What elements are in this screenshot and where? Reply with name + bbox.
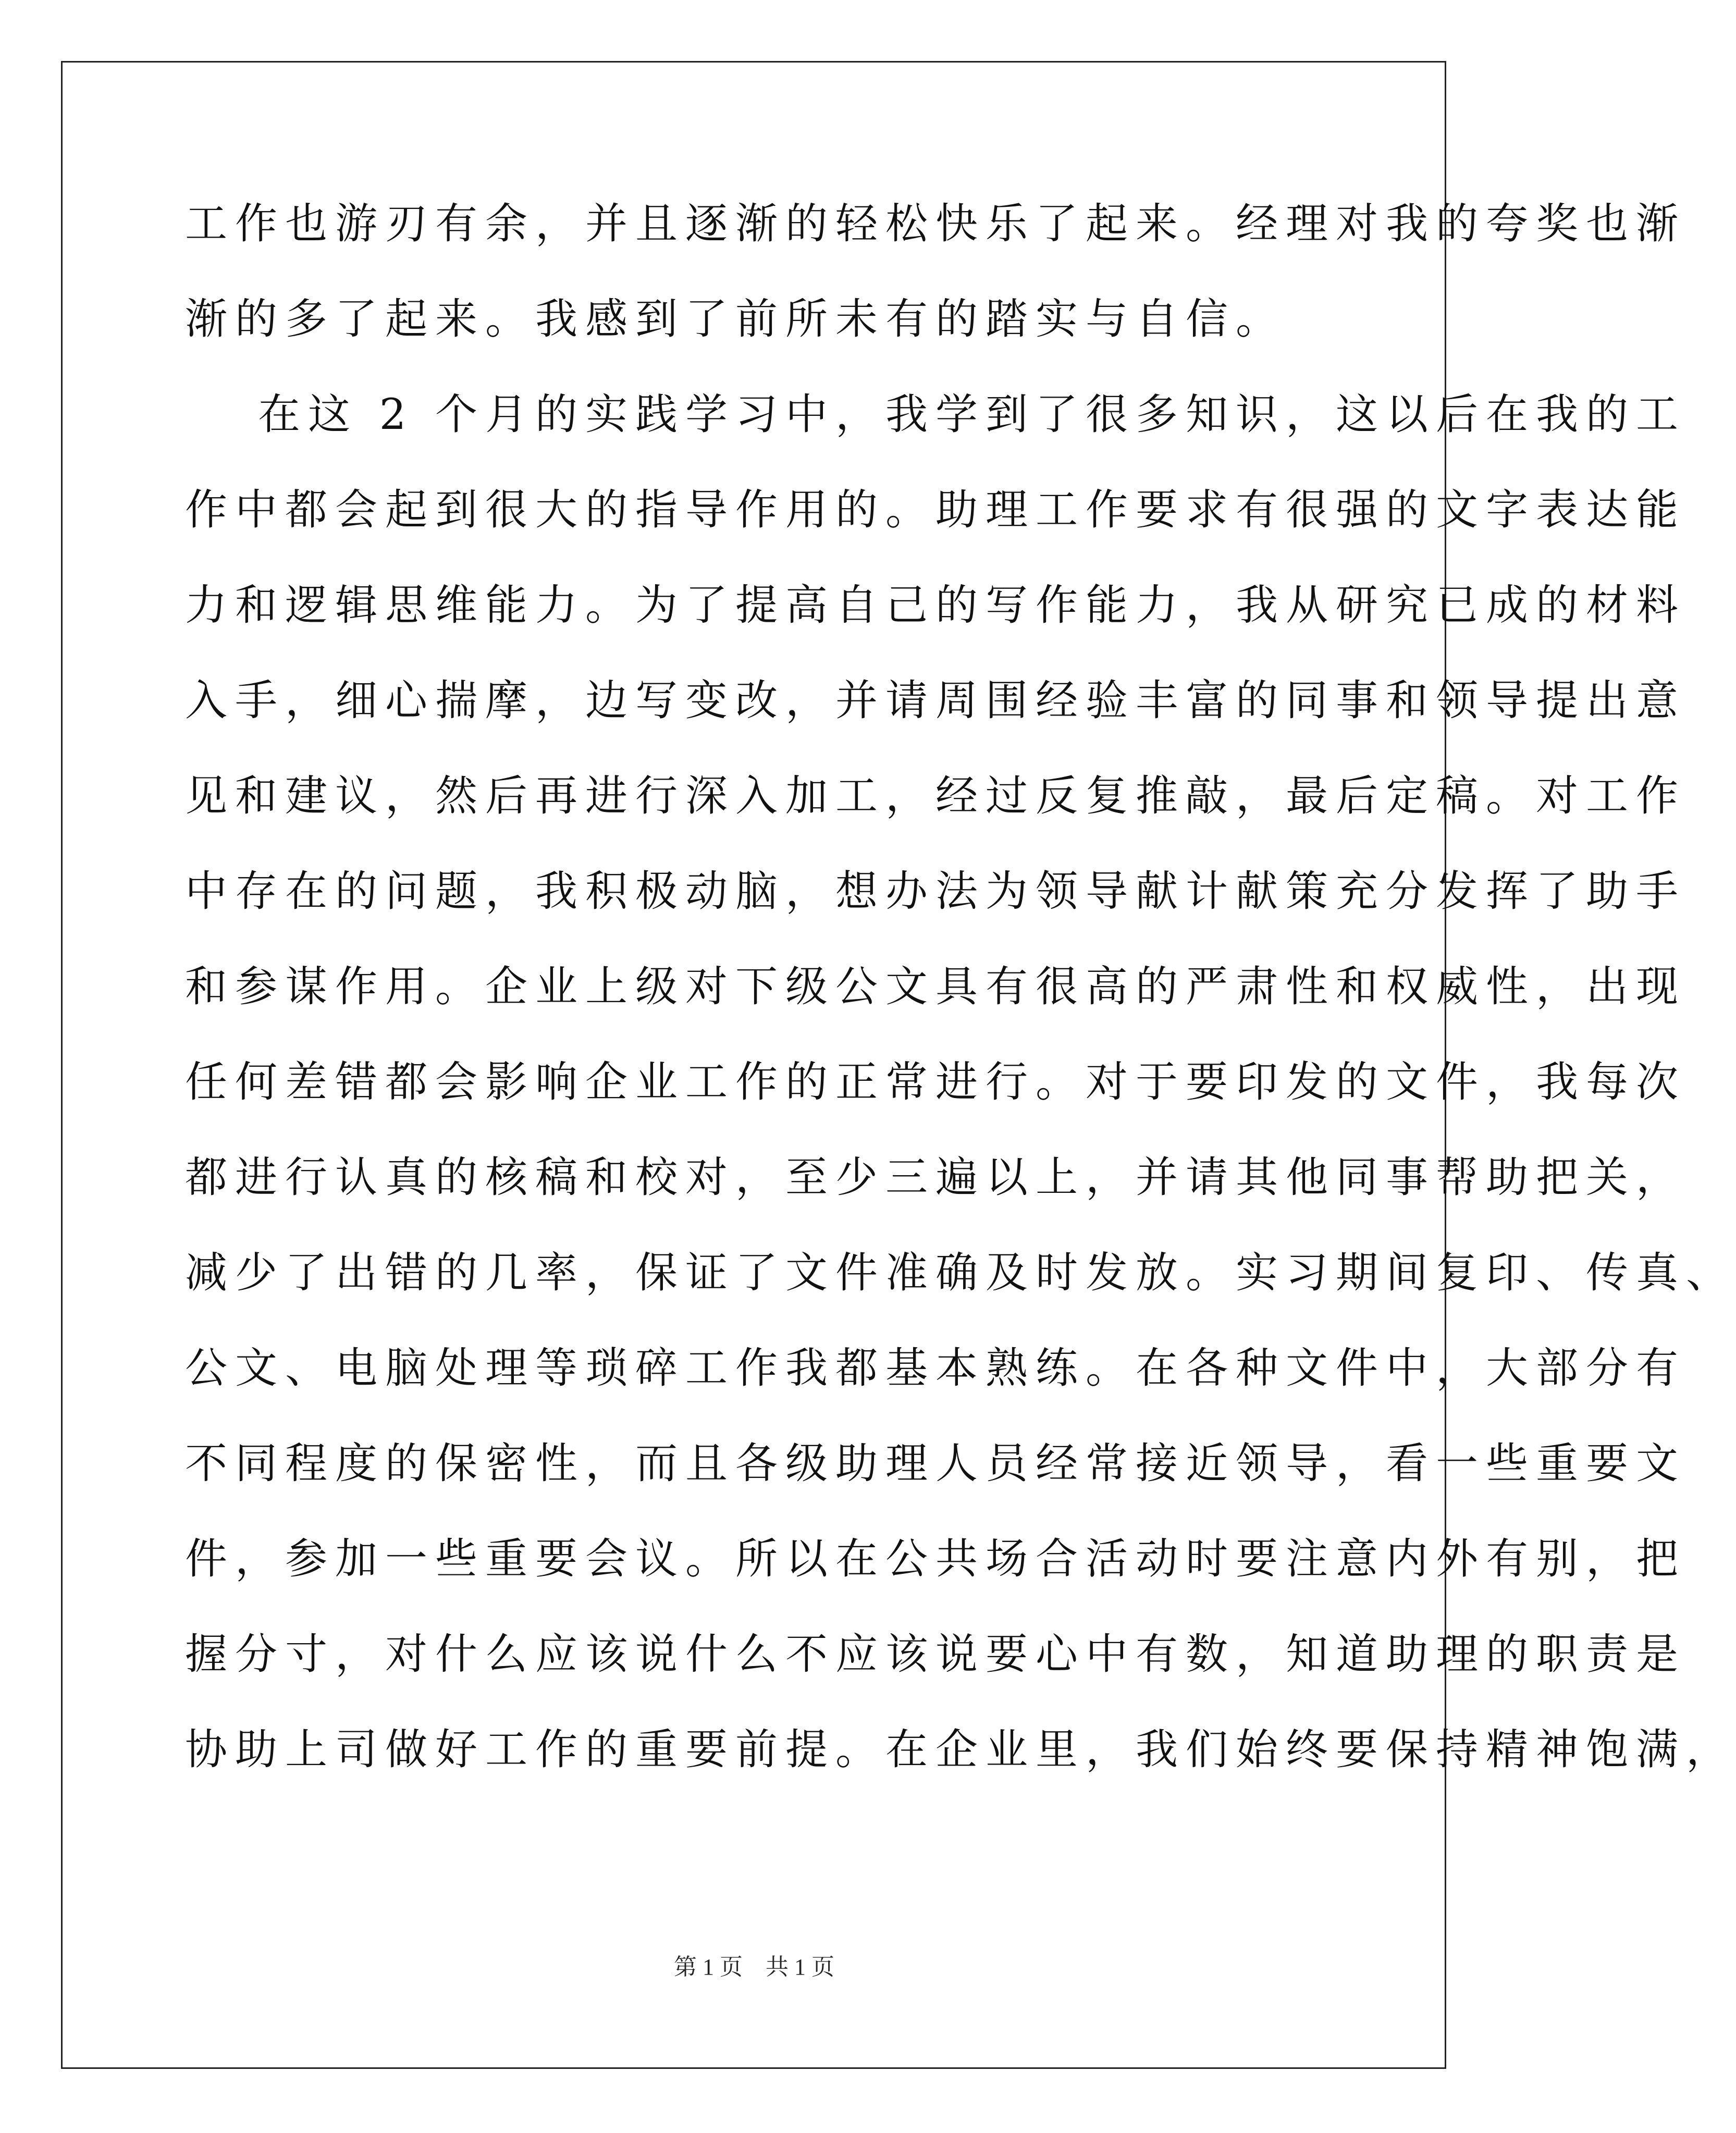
text-line: 入手，细心揣摩，边写变改，并请周围经验丰富的同事和领导提出意	[185, 676, 1686, 725]
text-line: 力和逻辑思维能力。为了提高自己的写作能力，我从研究已成的材料	[185, 581, 1686, 630]
page-number-footer: 第 1 页 共 1 页	[674, 1954, 834, 1980]
text-line: 见和建议，然后再进行深入加工，经过反复推敲，最后定稿。对工作	[185, 772, 1686, 821]
text-line: 减少了出错的几率，保证了文件准确及时发放。实习期间复印、传真、	[185, 1249, 1736, 1298]
text-line: 作中都会起到很大的指导作用的。助理工作要求有很强的文字表达能	[185, 486, 1686, 535]
text-line: 工作也游刃有余，并且逐渐的轻松快乐了起来。经理对我的夸奖也渐	[185, 200, 1686, 249]
text-line: 都进行认真的核稿和校对，至少三遍以上，并请其他同事帮助把关，	[185, 1153, 1686, 1202]
text-line: 公文、电脑处理等琐碎工作我都基本熟练。在各种文件中，大部分有	[185, 1344, 1686, 1393]
text-line: 在这 2 个月的实践学习中，我学到了很多知识，这以后在我的工	[258, 390, 1686, 439]
text-line: 任何差错都会影响企业工作的正常进行。对于要印发的文件，我每次	[185, 1058, 1686, 1107]
text-line: 握分寸，对什么应该说什么不应该说要心中有数，知道助理的职责是	[185, 1630, 1686, 1679]
text-line: 不同程度的保密性，而且各级助理人员经常接近领导，看一些重要文	[185, 1439, 1686, 1488]
text-line: 中存在的问题，我积极动脑，想办法为领导献计献策充分发挥了助手	[185, 867, 1686, 916]
text-line: 件，参加一些重要会议。所以在公共场合活动时要注意内外有别，把	[185, 1535, 1686, 1584]
text-line: 渐的多了起来。我感到了前所未有的踏实与自信。	[185, 295, 1286, 344]
text-line: 和参谋作用。企业上级对下级公文具有很高的严肃性和权威性，出现	[185, 963, 1686, 1012]
text-line: 协助上司做好工作的重要前提。在企业里，我们始终要保持精神饱满，	[185, 1725, 1736, 1774]
